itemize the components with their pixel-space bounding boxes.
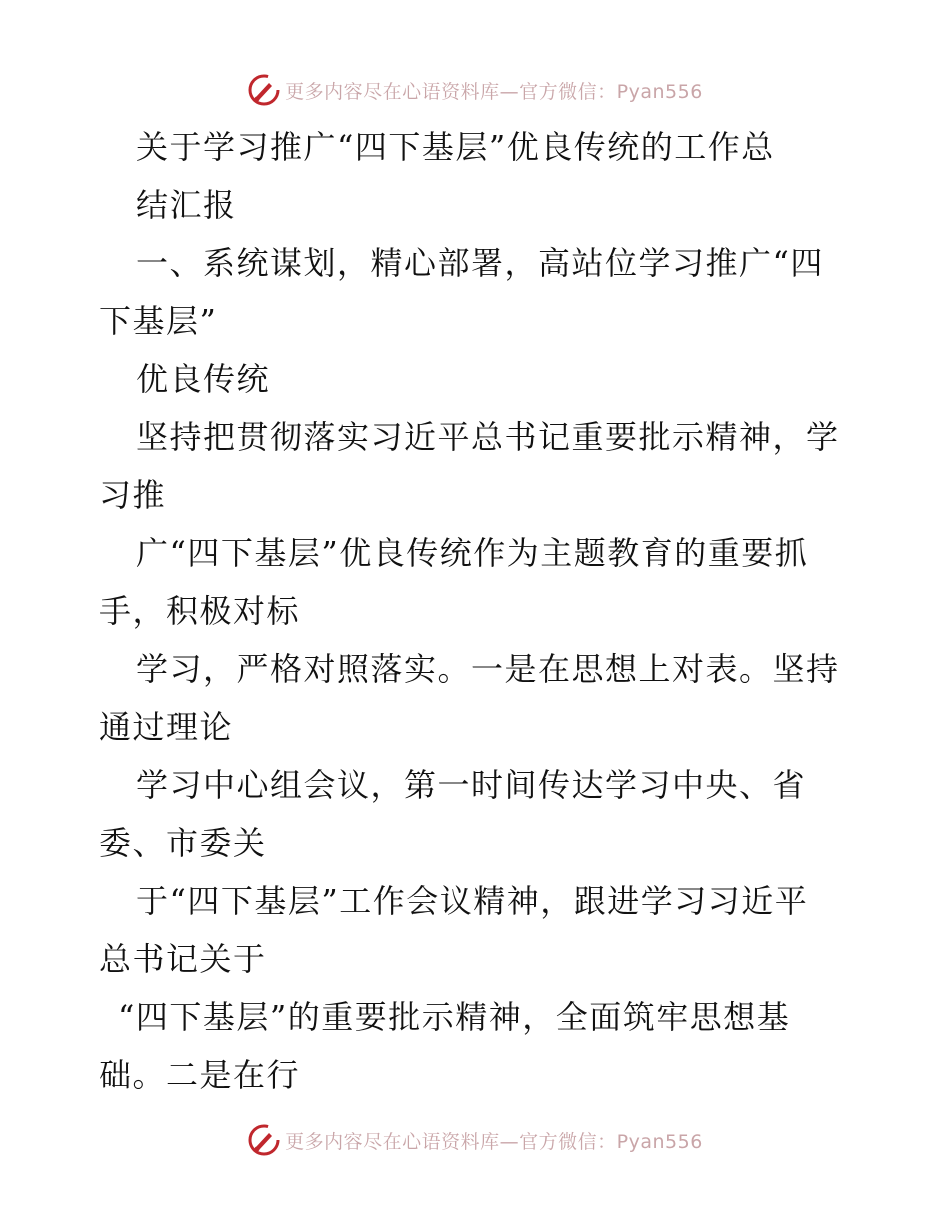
paragraph-line: 础。二是在行 — [99, 1056, 301, 1094]
paragraph-line: 通过理论 — [99, 708, 234, 746]
header-banner-text: 更多内容尽在心语资料库—官方微信：Pyan556 — [285, 80, 703, 103]
section-heading-line-3: 优良传统 — [136, 360, 271, 398]
footer-banner-text: 更多内容尽在心语资料库—官方微信：Pyan556 — [285, 1130, 703, 1153]
paragraph-line: 手，积极对标 — [99, 592, 301, 630]
paragraph-line: 习推 — [99, 476, 167, 514]
footer-banner — [0, 1120, 950, 1160]
brush-logo-icon — [247, 73, 281, 107]
paragraph-line: 委、市委关 — [99, 824, 267, 862]
paragraph-line: 广“四下基层”优良传统作为主题教育的重要抓 — [136, 534, 809, 572]
paragraph-line: 于“四下基层”工作会议精神，跟进学习习近平 — [136, 882, 809, 920]
paragraph-line: 学习中心组会议，第一时间传达学习中央、省 — [136, 766, 807, 804]
paragraph-line: 总书记关于 — [99, 940, 267, 978]
section-heading-line-1: 一、系统谋划，精心部署，高站位学习推广“四 — [136, 244, 824, 282]
paragraph-line: 坚持把贯彻落实习近平总书记重要批示精神，学 — [136, 418, 840, 456]
section-heading-line-2: 下基层” — [99, 302, 218, 340]
paragraph-line: 学习，严格对照落实。一是在思想上对表。坚持 — [136, 650, 840, 688]
brush-logo-icon — [247, 1123, 281, 1157]
title-line-1: 关于学习推广“四下基层”优良传统的工作总 — [136, 128, 775, 166]
title-line-2: 结汇报 — [136, 186, 237, 224]
header-banner — [0, 70, 950, 110]
paragraph-line: “四下基层”的重要批示精神，全面筑牢思想基 — [118, 998, 791, 1036]
